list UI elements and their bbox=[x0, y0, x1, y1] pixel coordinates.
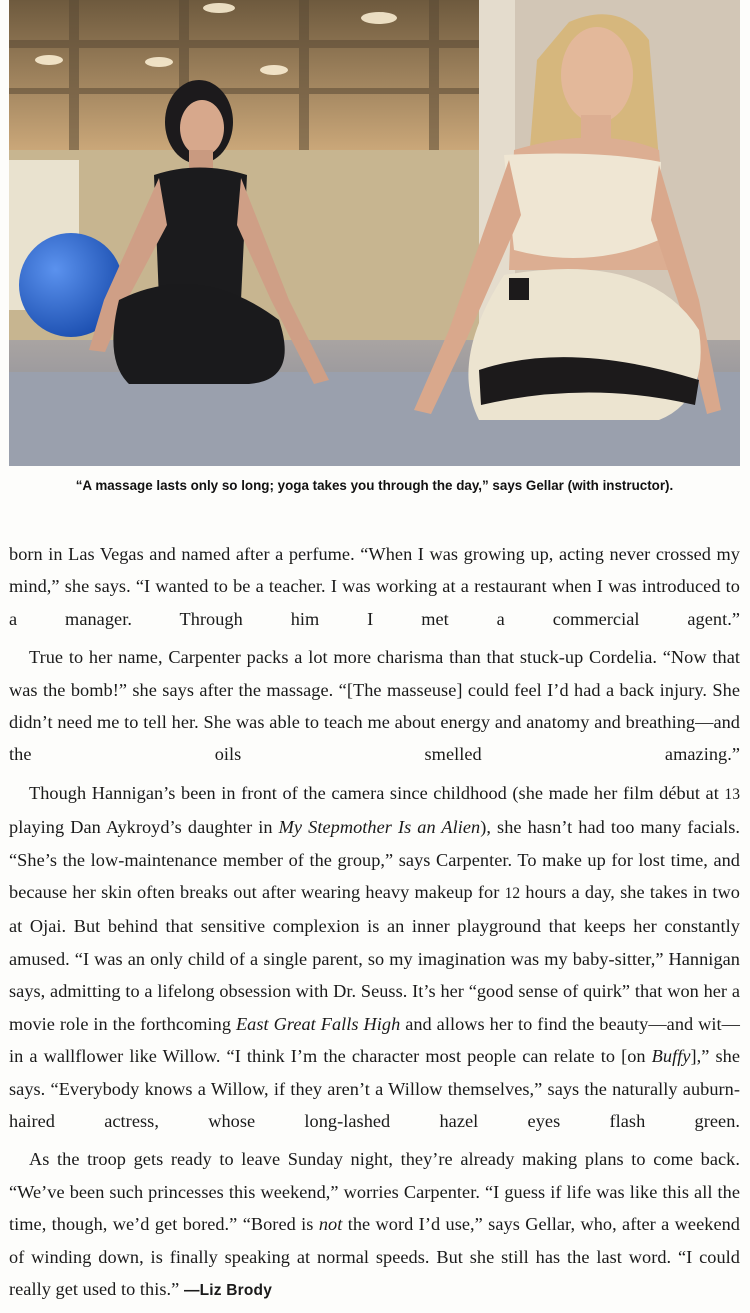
film-title: East Great Falls High bbox=[235, 1013, 401, 1034]
text-run: As the troop gets ready to leave Sunday night, they’re already making plans to come back. “We’ve been such princesses this weekend,” worries Carpenter. “I guess if life was like this all the time, though, we’d get bored.” “Bored is bbox=[9, 1149, 740, 1235]
paragraph-2: True to her name, Carpenter packs a lot more charisma than that stuck-up Cordelia. “Now that was the bomb!” she says after the massage. “[The masseuse] could feel I’d had a back injury. She didn’t need me to tell her. She was able to teach me about energy and anatomy and breathing—and the oils smelled amazing.” bbox=[9, 647, 740, 765]
hours-number: 12 bbox=[504, 885, 521, 903]
emphasis: not bbox=[318, 1214, 343, 1235]
article-photo bbox=[9, 0, 740, 466]
text-run: Though Hannigan’s been in front of the camera since childhood (she made her film début at bbox=[29, 782, 725, 803]
show-title: Buffy bbox=[651, 1046, 691, 1067]
text-run: the word I’d use,” says Gellar, who, after a weekend of winding down, is finally speaking at normal speeds. But she still has the last word. “I could really get used to this.” bbox=[9, 1214, 740, 1299]
photo-caption: “A massage lasts only so long; yoga takes you through the day,” says Gellar (with instructor). bbox=[75, 478, 674, 493]
author-byline: —Liz Brody bbox=[183, 1281, 273, 1299]
paragraph-3 bbox=[9, 777, 740, 1137]
paragraph-1: born in Las Vegas and named after a perfume. “When I was growing up, acting never crossed my mind,” she says. “I wanted to be a teacher. I was working at a restaurant when I was introduced to a manager. Through him I met a commercial agent.” bbox=[9, 544, 740, 629]
film-title: My Stepmother Is an Alien bbox=[278, 817, 481, 838]
paragraph-4 bbox=[9, 1143, 740, 1307]
article-body bbox=[9, 538, 740, 1313]
age-number: 13 bbox=[724, 785, 740, 803]
text-run: ), she hasn’t had too many facials. “She’s the low-maintenance member of the group,” says Carpenter. To make up for lost time, and because her skin often breaks out after wearing heavy makeup for bbox=[9, 817, 740, 903]
text-run: and allows her to find the beauty—and wit—in a wallflower like Willow. “I think I’m the character most people can relate to [on bbox=[9, 1013, 740, 1067]
text-run: hours a day, she takes in two at Ojai. But behind that sensitive complexion is an inner playground that keeps her constantly amused. “I was an only child of a single parent, so my imagination was my baby-sitter,” Hannigan says, admitting to a lifelong obsession with Dr. Seuss. It’s her “good sense of quirk” that won her a movie role in the forthcoming bbox=[9, 882, 740, 1034]
text-run: playing Dan Aykroyd’s daughter in bbox=[9, 817, 279, 838]
text-run: ],” she says. “Everybody knows a Willow, if they aren’t a Willow themselves,” says the naturally auburn-haired actress, whose long-lashed hazel eyes flash green. bbox=[9, 1046, 740, 1131]
yoga-photo-illustration bbox=[9, 0, 740, 466]
